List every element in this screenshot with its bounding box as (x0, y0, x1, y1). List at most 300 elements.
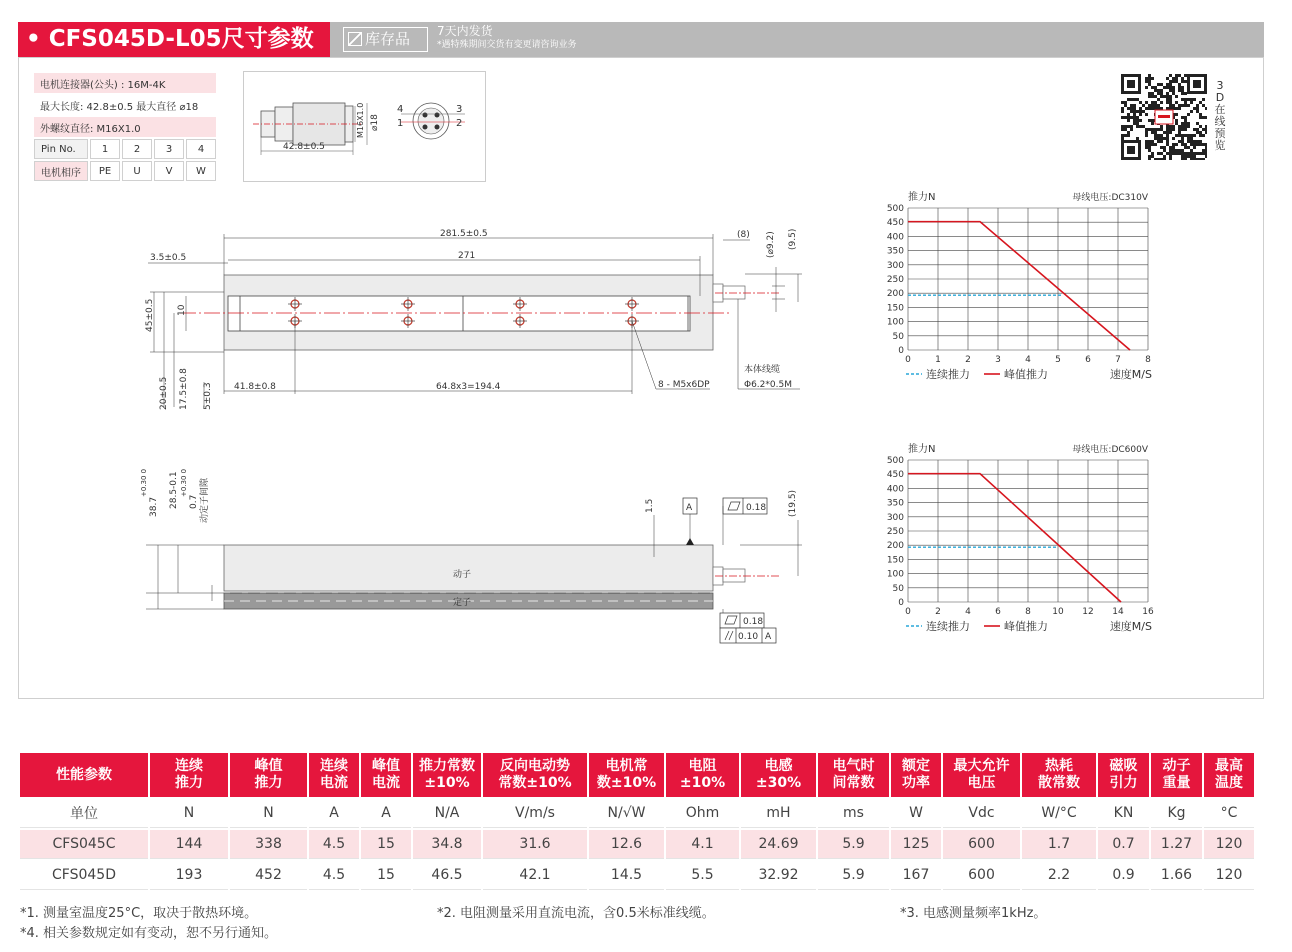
spec-row (20, 861, 1254, 890)
qr-module (1172, 92, 1175, 95)
qr-module (1193, 143, 1196, 146)
qr-module (1181, 155, 1184, 158)
qr-module (1139, 110, 1142, 113)
peak-force-line (908, 474, 1121, 602)
qr-module (1172, 86, 1175, 89)
page-title: • CFS045D-L05尺寸参数 (18, 22, 330, 57)
phase-cell: U (122, 161, 152, 181)
connector-row: 外螺纹直径: M16X1.0 (34, 117, 216, 137)
qr-module (1184, 119, 1187, 122)
qr-module (1202, 104, 1205, 107)
qr-module (1178, 74, 1181, 77)
qr-module (1136, 116, 1139, 119)
qr-module (1124, 101, 1127, 104)
dim-8: (8) (737, 230, 750, 240)
qr-module (1202, 152, 1205, 155)
qr-module (1178, 152, 1181, 155)
qr-module (1178, 89, 1181, 92)
qr-module (1169, 89, 1172, 92)
x-tick-label: 2 (935, 607, 941, 617)
spec-header-row (20, 753, 1254, 797)
qr-module (1130, 98, 1133, 101)
qr-module (1169, 95, 1172, 98)
x-tick-label: 2 (965, 355, 971, 365)
qr-module (1184, 134, 1187, 137)
qr-module (1190, 155, 1193, 158)
datum-label: A (686, 503, 693, 513)
gap-label: 动定子间隙 (200, 477, 210, 523)
qr-module (1172, 146, 1175, 149)
qr-module (1148, 158, 1151, 160)
qr-module (1154, 101, 1157, 104)
qr-module (1154, 143, 1157, 146)
qr-module (1151, 77, 1154, 80)
qr-module (1157, 92, 1160, 95)
spec-header-cell: 峰值 电流 (361, 753, 411, 797)
qr-module (1145, 77, 1148, 80)
qr-module (1190, 152, 1193, 155)
qr-module (1175, 113, 1178, 116)
qr-module (1151, 140, 1154, 143)
y-tick-label: 500 (886, 204, 904, 214)
y-tick-label: 450 (886, 470, 904, 481)
dim-holes: 8 - M5x6DP (658, 380, 710, 390)
qr-module (1205, 143, 1207, 146)
qr-module (1127, 116, 1130, 119)
qr-module (1202, 143, 1205, 146)
qr-module (1169, 131, 1172, 134)
qr-module (1178, 140, 1181, 143)
qr-module (1160, 137, 1163, 140)
qr-module (1205, 107, 1207, 110)
dim-thread: M16X1.0 (356, 102, 365, 138)
spec-cell: mH (741, 799, 816, 828)
spec-row (20, 830, 1254, 859)
qr-module (1136, 125, 1139, 128)
qr-module (1148, 143, 1151, 146)
dim-95: (9.5) (788, 228, 798, 250)
qr-module (1172, 89, 1175, 92)
mover-label: 动子 (453, 570, 472, 580)
spec-table (18, 751, 1256, 892)
qr-module (1181, 143, 1184, 146)
shipping-line1: 7天内发货 (437, 24, 493, 38)
spec-header-cell: 推力常数 ±10% (413, 753, 481, 797)
spec-cell: 单位 (20, 799, 148, 828)
qr-module (1166, 128, 1169, 131)
qr-module (1127, 113, 1130, 116)
qr-module (1166, 101, 1169, 104)
note-1: *1. 测量室温度25°C，取决于散热环境。 (20, 906, 258, 921)
qr-module (1151, 107, 1154, 110)
flatness-b: 0.18 (743, 617, 764, 627)
spec-cell: °C (1204, 799, 1254, 828)
qr-module (1142, 110, 1145, 113)
qr-module (1181, 149, 1184, 152)
y-tick-label: 200 (886, 541, 904, 552)
spec-cell: 167 (891, 861, 941, 890)
qr-module (1142, 104, 1145, 107)
qr-module (1175, 122, 1178, 125)
qr-module (1148, 155, 1151, 158)
dim-07-tol: +0.30 0 (180, 468, 188, 497)
dim-left: 3.5±0.5 (150, 253, 187, 263)
note-2: *2. 电阻测量采用直流电流，含0.5米标准线缆。 (437, 906, 715, 921)
spec-cell: 120 (1204, 861, 1254, 890)
spec-cell: N/A (413, 799, 481, 828)
qr-module (1154, 158, 1157, 160)
x-tick-label: 16 (1142, 607, 1154, 617)
qr-module (1190, 137, 1193, 140)
qr-module (1193, 128, 1196, 131)
qr-module (1169, 80, 1172, 83)
qr-module (1169, 125, 1172, 128)
qr-module (1187, 122, 1190, 125)
qr-module (1184, 122, 1187, 125)
qr-module (1190, 149, 1193, 152)
qr-code[interactable] (1121, 74, 1207, 160)
spec-header-cell: 额定 功率 (891, 753, 941, 797)
dim-195: (19.5) (788, 489, 798, 517)
qr-module (1157, 98, 1160, 101)
qr-module (1205, 152, 1207, 155)
qr-module (1196, 107, 1199, 110)
qr-caption: 3D在线预览 (1214, 79, 1226, 152)
qr-module (1160, 140, 1163, 143)
spec-header-cell: 最高 温度 (1204, 753, 1254, 797)
qr-module (1193, 158, 1196, 160)
spec-cell: 4.5 (309, 861, 359, 890)
qr-module (1160, 89, 1163, 92)
qr-module (1175, 101, 1178, 104)
spec-header-cell: 性能参数 (20, 753, 148, 797)
qr-module (1127, 131, 1130, 134)
qr-module (1166, 125, 1169, 128)
spec-cell: 0.9 (1098, 861, 1149, 890)
spec-header-cell: 动子 重量 (1151, 753, 1202, 797)
y-tick-label: 0 (898, 598, 904, 608)
qr-module (1187, 134, 1190, 137)
qr-module (1160, 92, 1163, 95)
phase-cell: PE (90, 161, 120, 181)
qr-module (1184, 101, 1187, 104)
qr-module (1172, 143, 1175, 146)
qr-module (1148, 83, 1151, 86)
qr-module (1196, 158, 1199, 160)
qr-module (1196, 110, 1199, 113)
qr-module (1148, 80, 1151, 83)
qr-module (1139, 125, 1142, 128)
qr-module (1184, 143, 1187, 146)
qr-module (1175, 77, 1178, 80)
qr-module (1157, 158, 1160, 160)
spec-cell: 338 (230, 830, 307, 859)
qr-module (1139, 107, 1142, 110)
qr-module (1190, 143, 1193, 146)
legend-peak: 峰值推力 (1004, 620, 1048, 633)
dim-10: 10 (177, 304, 187, 316)
qr-module (1205, 131, 1207, 134)
shipping-note (437, 24, 577, 51)
qr-module (1178, 149, 1181, 152)
spec-cell: ms (818, 799, 889, 828)
dim-5: 5±0.3 (203, 382, 213, 410)
qr-module (1151, 104, 1154, 107)
qr-module (1145, 107, 1148, 110)
phase-cell: V (154, 161, 184, 181)
qr-module (1169, 74, 1172, 77)
qr-module (1181, 152, 1184, 155)
qr-module (1178, 83, 1181, 86)
spec-cell: A (361, 799, 411, 828)
qr-module (1166, 143, 1169, 146)
qr-module (1154, 104, 1157, 107)
qr-module (1124, 134, 1127, 137)
force-speed-chart-dc310v (880, 188, 1170, 383)
dim-total: 281.5±0.5 (440, 229, 488, 239)
qr-module (1199, 113, 1202, 116)
qr-module (1181, 104, 1184, 107)
qr-module (1196, 122, 1199, 125)
dim-15: 1.5 (645, 498, 655, 513)
spec-header-cell: 电机常 数±10% (589, 753, 664, 797)
qr-module (1151, 92, 1154, 95)
spec-cell: 46.5 (413, 861, 481, 890)
dim-d92: (⌀9.2) (766, 231, 776, 258)
qr-module (1127, 125, 1130, 128)
dim-20: 20±0.5 (159, 376, 169, 410)
qr-module (1166, 134, 1169, 137)
x-tick-label: 4 (965, 607, 971, 617)
qr-module (1181, 158, 1184, 160)
stator-label: 定子 (453, 598, 472, 608)
qr-module (1151, 152, 1154, 155)
qr-module (1172, 80, 1175, 83)
qr-module (1151, 101, 1154, 104)
qr-module (1175, 119, 1178, 122)
qr-module (1199, 131, 1202, 134)
qr-module (1148, 119, 1151, 122)
qr-module (1166, 140, 1169, 143)
qr-module (1190, 140, 1193, 143)
y-tick-label: 250 (886, 527, 904, 537)
spec-cell: 600 (943, 861, 1020, 890)
spec-cell: 120 (1204, 830, 1254, 859)
phase-header: 电机相序 (34, 161, 88, 181)
spec-cell: 0.7 (1098, 830, 1149, 859)
spec-header-cell: 连续 推力 (150, 753, 228, 797)
qr-module (1148, 149, 1151, 152)
spec-row (20, 799, 1254, 828)
stock-badge (343, 27, 428, 52)
qr-module (1160, 125, 1163, 128)
qr-module (1154, 134, 1157, 137)
qr-module (1148, 77, 1151, 80)
qr-module (1130, 110, 1133, 113)
qr-module (1133, 104, 1136, 107)
spec-cell: 1.66 (1151, 861, 1202, 890)
dim-length: 42.8±0.5 (283, 142, 325, 152)
qr-module (1121, 125, 1124, 128)
qr-module (1196, 131, 1199, 134)
qr-module (1178, 86, 1181, 89)
qr-module (1157, 152, 1160, 155)
spec-header-cell: 最大允许 电压 (943, 753, 1020, 797)
qr-module (1175, 152, 1178, 155)
spec-cell: 15 (361, 861, 411, 890)
pin-cell: 2 (122, 139, 152, 159)
qr-module (1202, 128, 1205, 131)
qr-module (1160, 152, 1163, 155)
qr-module (1181, 125, 1184, 128)
qr-module (1190, 101, 1193, 104)
qr-module (1130, 128, 1133, 131)
spec-cell: 34.8 (413, 830, 481, 859)
qr-module (1196, 140, 1199, 143)
qr-module (1202, 98, 1205, 101)
qr-module (1181, 98, 1184, 101)
spec-cell: W (891, 799, 941, 828)
y-tick-label: 400 (886, 484, 904, 495)
qr-module (1172, 104, 1175, 107)
spec-cell: A (309, 799, 359, 828)
connector-drawing (243, 71, 486, 182)
qr-module (1190, 134, 1193, 137)
qr-module (1193, 107, 1196, 110)
qr-module (1169, 158, 1172, 160)
y-tick-label: 200 (886, 289, 904, 300)
qr-module (1169, 152, 1172, 155)
qr-module (1166, 95, 1169, 98)
pin-cell: 3 (154, 139, 184, 159)
qr-module (1151, 95, 1154, 98)
qr-module (1130, 116, 1133, 119)
qr-module (1199, 152, 1202, 155)
spec-cell: 125 (891, 830, 941, 859)
qr-module (1181, 92, 1184, 95)
spec-cell: 5.9 (818, 830, 889, 859)
qr-module (1169, 146, 1172, 149)
spec-cell: 1.27 (1151, 830, 1202, 859)
qr-module (1184, 152, 1187, 155)
qr-module (1151, 122, 1154, 125)
qr-module (1127, 134, 1130, 137)
qr-module (1160, 146, 1163, 149)
dim-pitch: 64.8x3=194.4 (436, 382, 501, 392)
qr-module (1145, 134, 1148, 137)
qr-module (1127, 119, 1130, 122)
y-tick-label: 250 (886, 275, 904, 285)
qr-module (1178, 131, 1181, 134)
qr-module (1178, 125, 1181, 128)
spec-cell: Kg (1151, 799, 1202, 828)
pin-label: 2 (456, 118, 463, 129)
qr-module (1145, 101, 1148, 104)
qr-module (1157, 83, 1160, 86)
qr-module (1157, 137, 1160, 140)
qr-module (1154, 86, 1157, 89)
qr-module (1178, 107, 1181, 110)
qr-module (1145, 80, 1148, 83)
qr-module (1133, 107, 1136, 110)
qr-module (1145, 113, 1148, 116)
qr-module (1166, 152, 1169, 155)
qr-module (1178, 128, 1181, 131)
qr-module (1169, 101, 1172, 104)
qr-module (1169, 104, 1172, 107)
dim-175: 17.5±0.8 (179, 368, 189, 410)
qr-module (1205, 128, 1207, 131)
qr-module (1163, 146, 1166, 149)
qr-module (1136, 110, 1139, 113)
qr-module (1196, 143, 1199, 146)
spec-cell: 5.9 (818, 861, 889, 890)
qr-module (1130, 125, 1133, 128)
force-speed-chart-dc600v (880, 440, 1170, 635)
qr-module (1184, 116, 1187, 119)
qr-module (1187, 98, 1190, 101)
qr-module (1136, 122, 1139, 125)
qr-module (1190, 158, 1193, 160)
spec-cell: N (150, 799, 228, 828)
qr-module (1181, 128, 1184, 131)
qr-module (1172, 128, 1175, 131)
x-tick-label: 10 (1052, 607, 1064, 617)
qr-module (1196, 152, 1199, 155)
qr-module (1193, 98, 1196, 101)
qr-module (1199, 140, 1202, 143)
y-tick-label: 400 (886, 232, 904, 243)
qr-module (1160, 128, 1163, 131)
qr-module (1160, 83, 1163, 86)
qr-module (1199, 143, 1202, 146)
qr-module (1139, 119, 1142, 122)
pin-label: 1 (397, 118, 404, 129)
spec-header-cell: 反向电动势 常数±10% (483, 753, 587, 797)
x-tick-label: 14 (1112, 607, 1124, 617)
qr-module (1187, 125, 1190, 128)
qr-module (1181, 89, 1184, 92)
qr-module (1181, 137, 1184, 140)
x-tick-label: 6 (1085, 355, 1091, 365)
qr-module (1175, 149, 1178, 152)
qr-module (1187, 137, 1190, 140)
qr-module (1166, 137, 1169, 140)
spec-header-cell: 热耗 散常数 (1022, 753, 1096, 797)
qr-module (1121, 107, 1124, 110)
spec-header-cell: 峰值 推力 (230, 753, 307, 797)
qr-module (1145, 140, 1148, 143)
qr-module (1148, 128, 1151, 131)
qr-module (1151, 119, 1154, 122)
qr-module (1205, 116, 1207, 119)
spec-cell: 1.7 (1022, 830, 1096, 859)
spec-header-cell: 磁吸 引力 (1098, 753, 1149, 797)
qr-module (1151, 155, 1154, 158)
qr-module (1184, 146, 1187, 149)
qr-module (1124, 128, 1127, 131)
spec-cell: N/√W (589, 799, 664, 828)
y-tick-label: 500 (886, 456, 904, 466)
qr-module (1124, 104, 1127, 107)
qr-module (1199, 134, 1202, 137)
qr-module (1166, 86, 1169, 89)
qr-module (1172, 77, 1175, 80)
spec-cell: 600 (943, 830, 1020, 859)
qr-module (1121, 101, 1124, 104)
spec-cell: 4.5 (309, 830, 359, 859)
qr-module (1148, 92, 1151, 95)
